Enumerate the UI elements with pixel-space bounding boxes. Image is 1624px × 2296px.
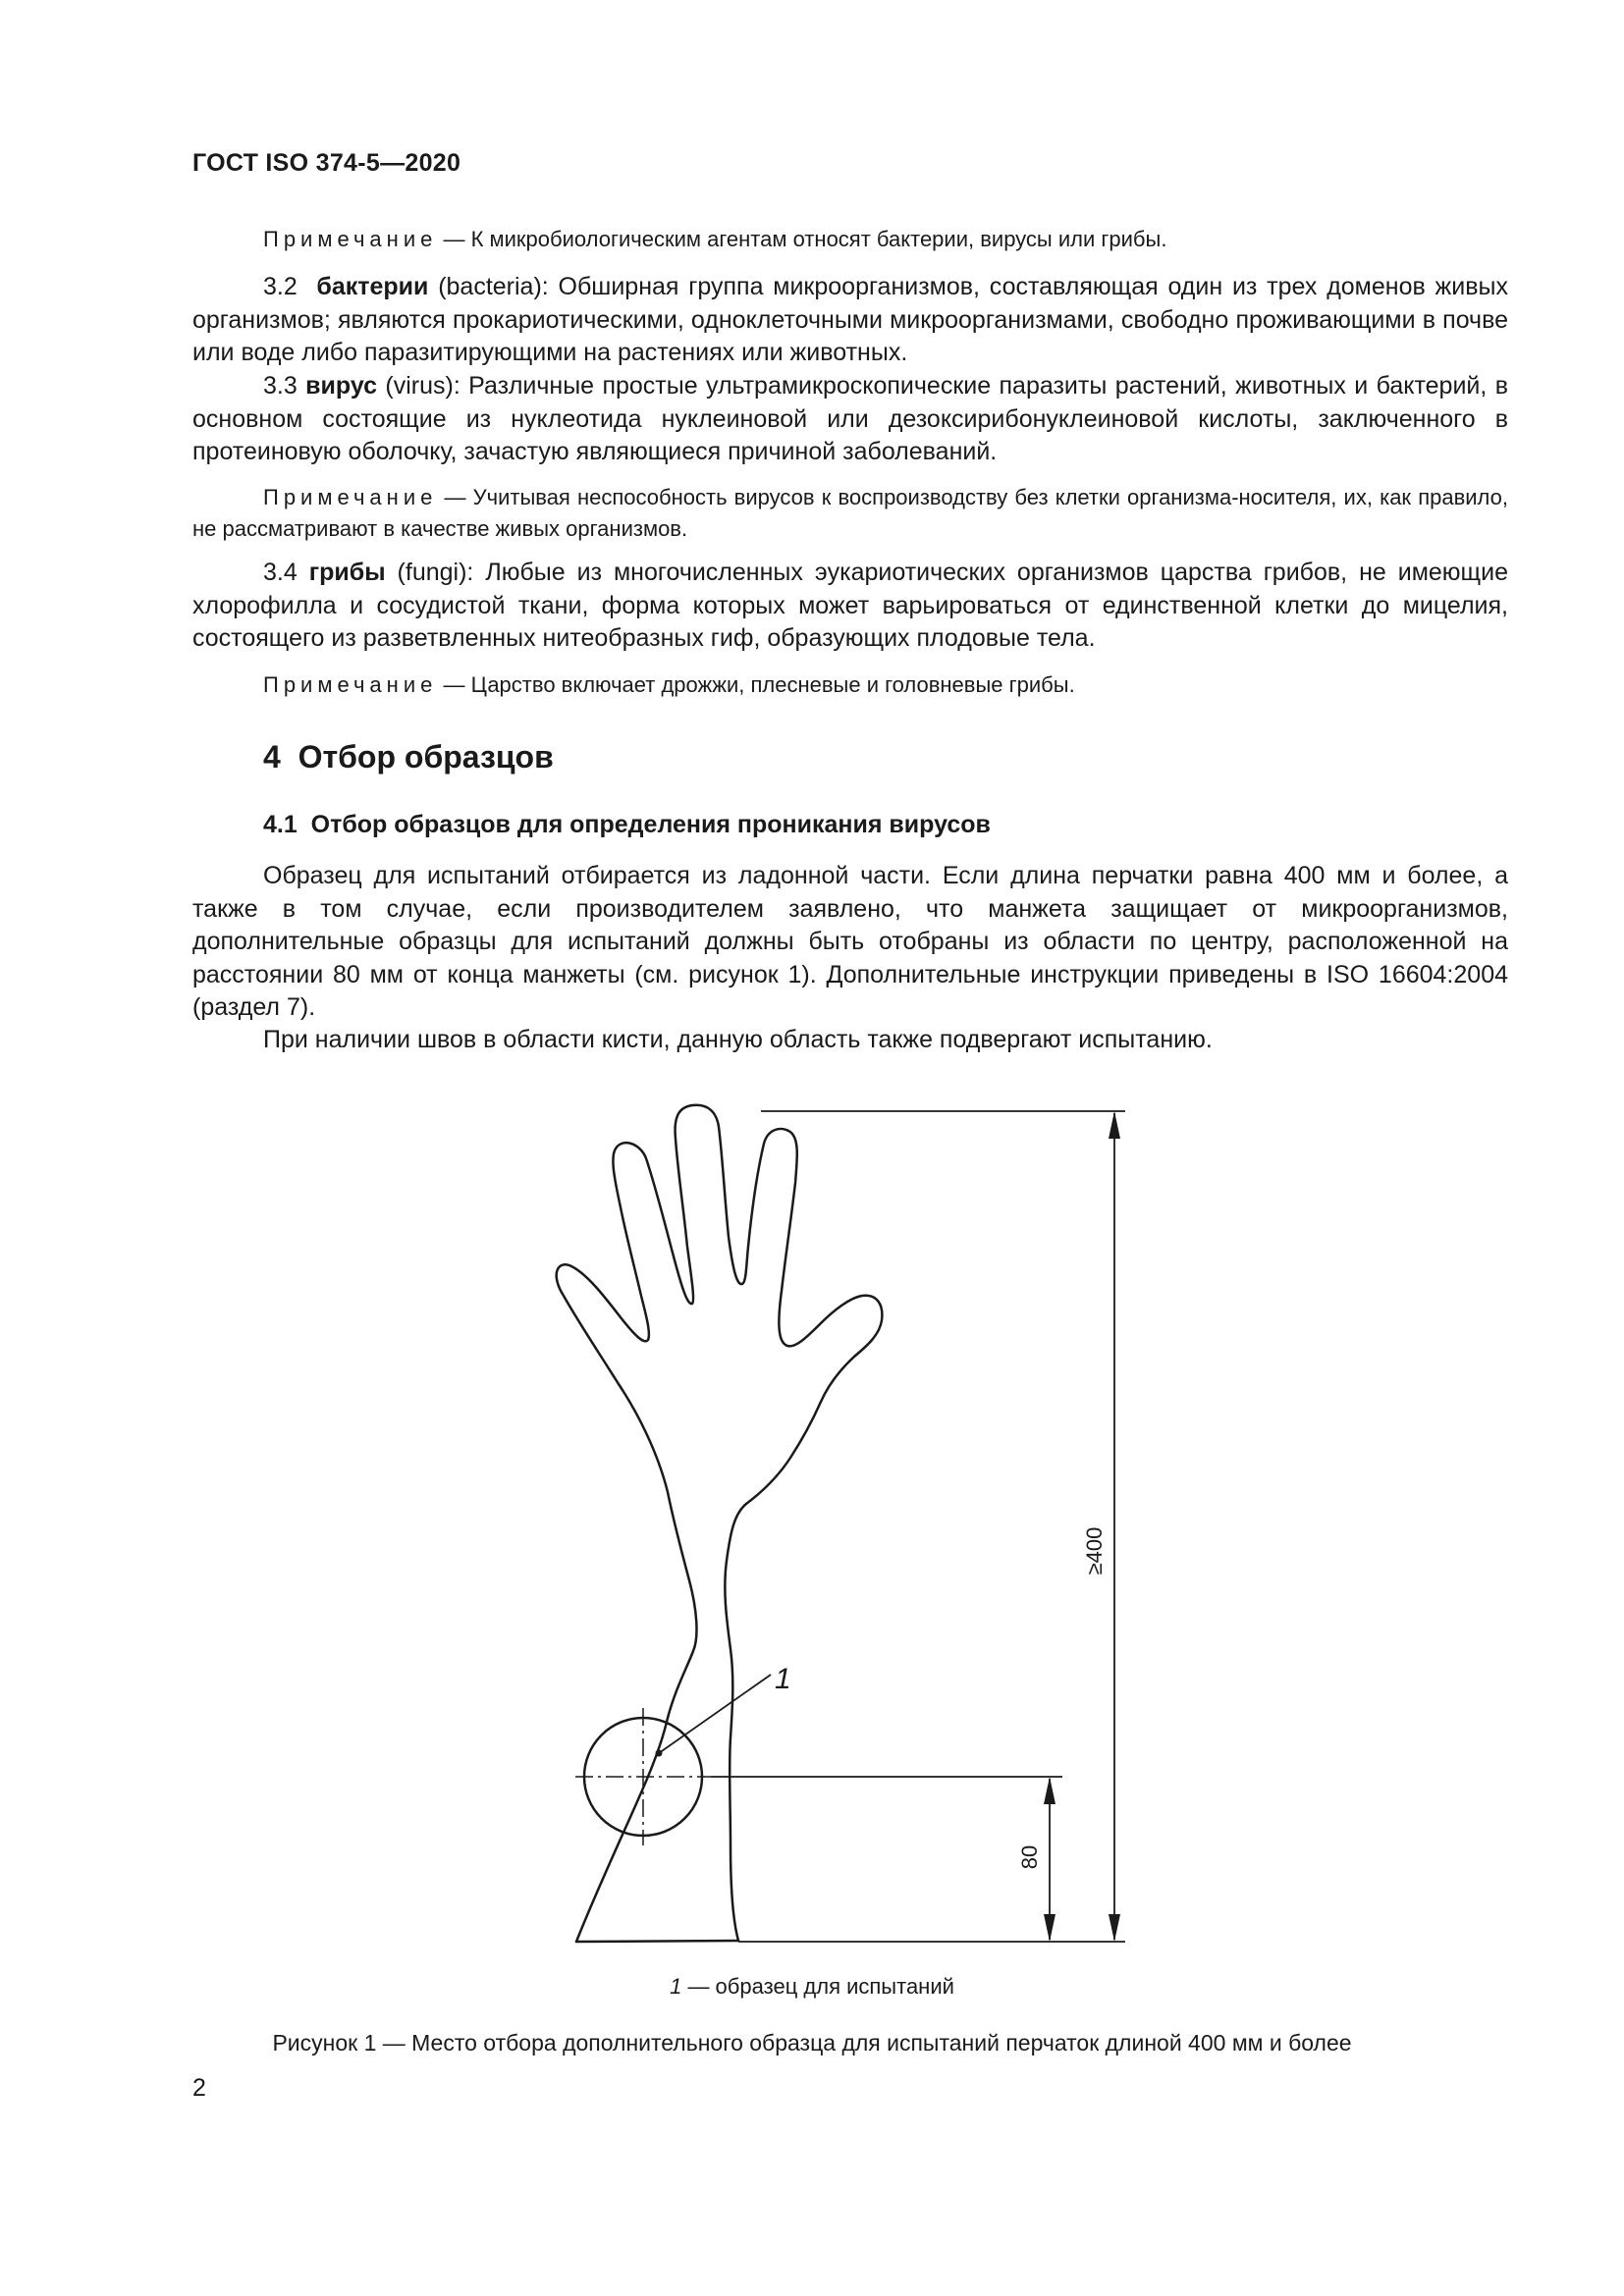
arrow-bottom-total [1109, 1914, 1120, 1942]
glove-outline [557, 1105, 883, 1942]
term: вирус [305, 372, 378, 400]
figure-caption: Рисунок 1 — Место отбора дополнительного образца для испытаний перчаток длиной 400 мм и более [272, 2030, 1352, 2056]
callout-dot [656, 1750, 663, 1757]
note-text: — Учитывая неспособность вирусов к воспроизводству без клетки организма-носителя, их, как правило, не рассматривают в качестве живых организмов. [192, 485, 1508, 541]
arrow-cuff-top [1044, 1777, 1056, 1804]
glove-figure [550, 1099, 1149, 1963]
clause-number: 3.3 [263, 372, 298, 400]
subsection-heading-4-1: 4.1 Отбор образцов для определения проникания вирусов [263, 811, 991, 838]
definition-bacteria [192, 271, 1508, 370]
definition-text: (bacteria): Обширная группа микроорганизмов, составляющая один из трех доменов живых организмов; являются прокариотическими, одноклеточными микроорганизмами, свободно проживающими в почве или воде либо паразитирующими на растениях или животных. [192, 273, 1508, 366]
clause-number: 3.4 [263, 559, 298, 586]
note-fungi [192, 669, 1508, 701]
note-label: Примечание [263, 485, 438, 509]
paragraph-sampling: Образец для испытаний отбирается из ладонной части. Если длина перчатки равна 400 мм и более, а также в том случае, если производителем заявлено, что манжета защищает от микроорганизмов, дополнительные образцы для испытаний должны быть отобраны из области по центру, расположенной на расстоянии 80 мм от конца манжеты (см. рисунок 1). Дополнительные инструкции приведены в ISO 16604:2004 (раздел 7). [192, 862, 1508, 1021]
definition-text: (virus): Различные простые ультрамикроскопические паразиты растений, животных и бактерий, в основном состоящие из нуклеотида нуклеиновой или дезоксирибонуклеиновой кислоты, заключенного в протеиновую оболочку, зачастую являющиеся причиной заболеваний. [192, 372, 1508, 465]
term: бактерии [316, 273, 429, 300]
term: грибы [308, 559, 386, 586]
dimension-label-total: ≥400 [1082, 1526, 1107, 1575]
page-number: 2 [192, 2074, 206, 2102]
legend-number: 1 [670, 1974, 682, 1999]
dimension-label-cuff: 80 [1017, 1844, 1042, 1870]
note-label: Примечание [263, 672, 438, 697]
arrow-cuff-bottom [1044, 1914, 1056, 1942]
note-microbiological [192, 224, 1508, 255]
figure-legend [0, 1974, 1624, 2000]
clause-number: 3.2 [263, 273, 298, 300]
callout-leader [659, 1675, 771, 1753]
document-header: ГОСТ ISO 374-5—2020 [192, 149, 461, 177]
legend-text: — образец для испытаний [681, 1974, 954, 1999]
note-virus [192, 482, 1508, 545]
definition-fungi [192, 557, 1508, 656]
cuff-edge-line [576, 1941, 738, 1942]
callout-number: 1 [775, 1663, 791, 1695]
definition-virus [192, 370, 1508, 469]
section-heading-4: 4 Отбор образцов [263, 739, 554, 774]
paragraph-seams: При наличии швов в области кисти, данную область также подвергают испытанию. [263, 1026, 1213, 1053]
note-text: — Царство включает дрожжи, плесневые и головневые грибы. [437, 672, 1075, 697]
arrow-top [1109, 1111, 1120, 1139]
definition-text: (fungi): Любые из многочисленных эукариотических организмов царства грибов, не имеющие хлорофилла и сосудистой ткани, форма которых может варьироваться от единственной клетки до мицелия, состоящего из разветвленных нитеобразных гиф, образующих плодовые тела. [192, 559, 1508, 652]
note-label: Примечание [263, 227, 438, 251]
note-text: — К микробиологическим агентам относят бактерии, вирусы или грибы. [437, 227, 1167, 251]
